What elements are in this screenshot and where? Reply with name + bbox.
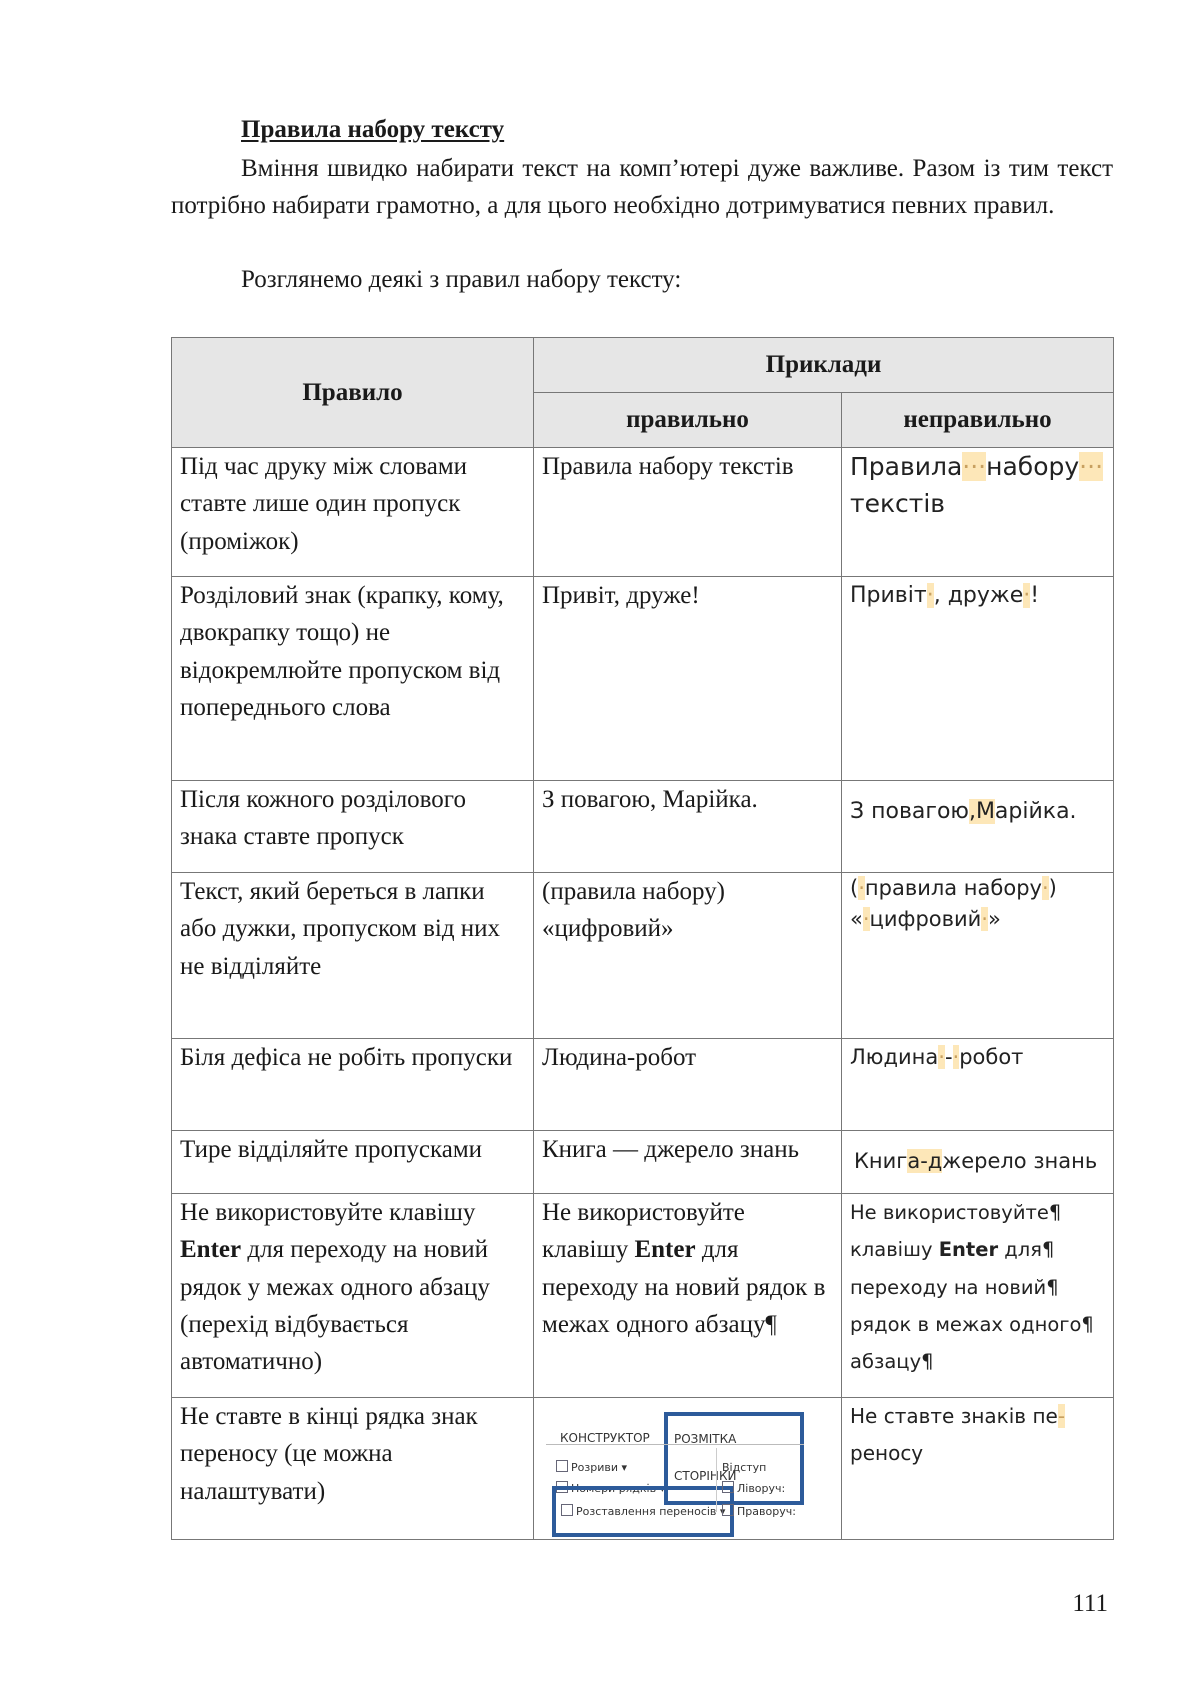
indent-right-icon bbox=[722, 1504, 734, 1516]
table-row bbox=[172, 1039, 1114, 1131]
indent-left-item: Ліворуч: bbox=[722, 1470, 785, 1507]
indent-right-item: Праворуч: bbox=[722, 1493, 796, 1530]
rule-cell: Тире відділяйте пропусками bbox=[172, 1131, 534, 1194]
rule-cell: Розділовий знак (крапку, кому, двокрапку тощо) не відокремлюйте пропуском від попереднього слова bbox=[172, 577, 534, 781]
tab-page-layout: РОЗМІТКА СТОРІНКИ bbox=[664, 1412, 804, 1505]
ribbon-screenshot bbox=[546, 1402, 804, 1518]
incorrect-cell: Правила···набору··· текстів bbox=[842, 448, 1114, 577]
ribbon-separator bbox=[716, 1448, 717, 1512]
incorrect-cell: Людина·-·робот bbox=[842, 1039, 1114, 1131]
breaks-item: Розриви ▾ bbox=[556, 1449, 627, 1486]
incorrect-cell: Книга-джерело знань bbox=[842, 1131, 1114, 1194]
table-row bbox=[172, 1398, 1114, 1540]
tab-constructor: КОНСТРУКТОР bbox=[560, 1431, 650, 1445]
correct-cell: Привіт, друже! bbox=[534, 577, 842, 781]
ribbon-divider bbox=[546, 1444, 804, 1445]
line-numbers-item: Номери рядків ▾ bbox=[556, 1470, 665, 1507]
rule-cell: Під час друку між словами ставте лише один пропуск (проміжок) bbox=[172, 448, 534, 577]
rule-cell: Текст, який береться в лапки або дужки, пропуском від них не відділяйте bbox=[172, 873, 534, 1039]
incorrect-cell: Не ставте знаків пе- реносу bbox=[842, 1398, 1114, 1540]
rule-cell: Після кожного розділового знака ставте пропуск bbox=[172, 781, 534, 873]
hyphenation-icon bbox=[561, 1504, 573, 1516]
hyphenation-item: Розставлення переносів ▾ bbox=[552, 1486, 734, 1537]
incorrect-cell: З повагою,Марійка. bbox=[842, 781, 1114, 873]
indent-left-icon bbox=[722, 1481, 734, 1493]
header-examples: Приклади bbox=[534, 338, 1114, 393]
table-row bbox=[172, 448, 1114, 577]
header-incorrect: неправильно bbox=[842, 393, 1114, 448]
rule-cell: Біля дефіса не робіть пропуски bbox=[172, 1039, 534, 1131]
ribbon-screenshot-cell bbox=[534, 1398, 842, 1540]
correct-cell: Правила набору текстів bbox=[534, 448, 842, 577]
incorrect-cell: (·правила набору·) «·цифровий·» bbox=[842, 873, 1114, 1039]
correct-cell: Не використовуйте клавішу Enter для переходу на новий рядок в межах одного абзацу¶ bbox=[534, 1194, 842, 1398]
table-row bbox=[172, 781, 1114, 873]
section-title: Правила набору тексту bbox=[241, 116, 505, 143]
incorrect-cell: Не використовуйте¶ клавішу Enter для¶ переходу на новий¶ рядок в межах одного¶ абзацу¶ bbox=[842, 1194, 1114, 1398]
table-row bbox=[172, 577, 1114, 781]
page-number: 111 bbox=[1072, 1590, 1108, 1617]
table-row bbox=[172, 1131, 1114, 1194]
rule-cell: Не використовуйте клавішу Enter для переходу на новий рядок у межах одного абзацу (перехід відбувається автоматично) bbox=[172, 1194, 534, 1398]
table-row bbox=[172, 1194, 1114, 1398]
rules-table bbox=[171, 337, 1114, 1540]
header-rule: Правило bbox=[172, 338, 534, 448]
correct-cell: З повагою, Марійка. bbox=[534, 781, 842, 873]
correct-cell: Книга — джерело знань bbox=[534, 1131, 842, 1194]
table-row bbox=[172, 873, 1114, 1039]
incorrect-cell: Привіт·, друже·! bbox=[842, 577, 1114, 781]
intro-paragraph: Вміння швидко набирати текст на комп’ютері дуже важливе. Разом із тим текст потрібно набирати грамотно, а для цього необхідно дотримуватися певних правил. bbox=[171, 155, 1113, 219]
correct-cell: (правила набору) «цифровий» bbox=[534, 873, 842, 1039]
rule-cell: Не ставте в кінці рядка знак переносу (це можна налаштувати) bbox=[172, 1398, 534, 1540]
indent-label: Відступ bbox=[722, 1461, 767, 1474]
correct-cell: Людина-робот bbox=[534, 1039, 842, 1131]
lead-paragraph: Розглянемо деякі з правил набору тексту: bbox=[241, 266, 682, 293]
header-correct: правильно bbox=[534, 393, 842, 448]
